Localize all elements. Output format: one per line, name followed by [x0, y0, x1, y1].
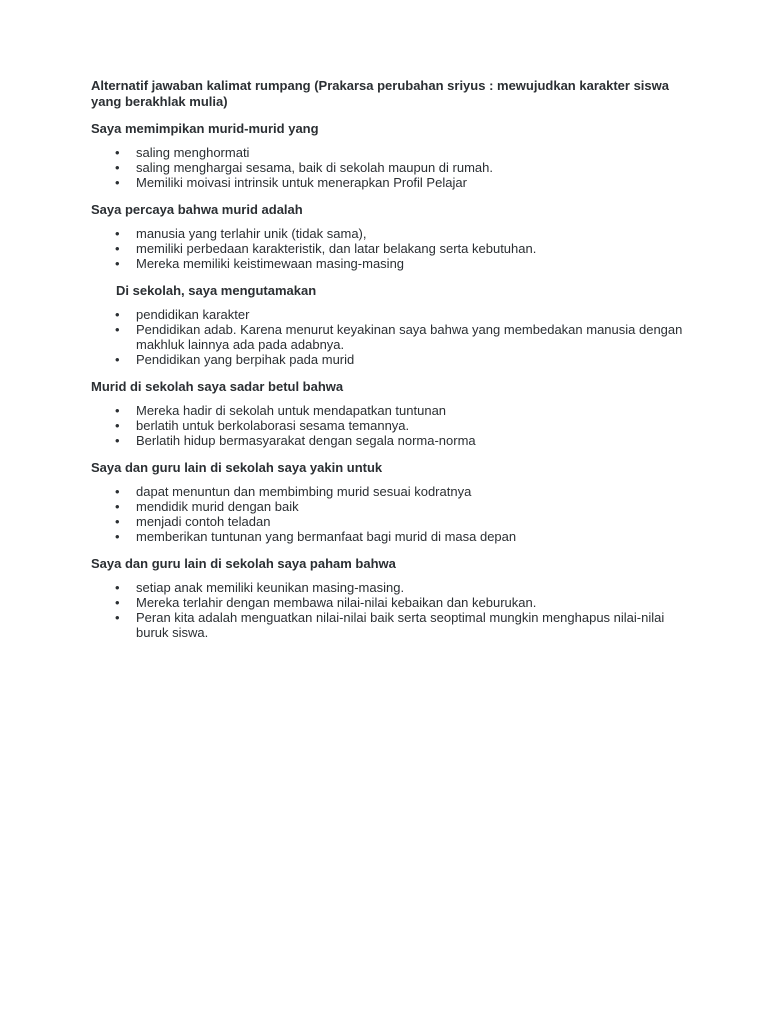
list-item: • menjadi contoh teladan — [115, 514, 271, 529]
list-item: • Berlatih hidup bermasyarakat dengan segala norma-norma — [115, 433, 476, 448]
document-title: Alternatif jawaban kalimat rumpang (Prakarsa perubahan sriyus : mewujudkan karakter siswa yang berakhlak mulia) — [91, 78, 669, 109]
bullet-icon: • — [115, 145, 120, 160]
list-item: • Pendidikan yang berpihak pada murid — [115, 352, 355, 367]
list-item: • manusia yang terlahir unik (tidak sama), — [115, 226, 367, 241]
list-item: • memiliki perbedaan karakteristik, dan latar belakang serta kebutuhan. — [115, 241, 537, 256]
bullet-icon: • — [115, 241, 120, 256]
list-item: • saling menghargai sesama, baik di sekolah maupun di rumah. — [115, 160, 493, 175]
section-heading: Saya percaya bahwa murid adalah — [91, 202, 303, 217]
list-item: • Mereka terlahir dengan membawa nilai-nilai kebaikan dan keburukan. — [115, 595, 537, 610]
section-heading: Saya dan guru lain di sekolah saya yakin untuk — [91, 460, 383, 475]
section-heading: Saya dan guru lain di sekolah saya paham bahwa — [91, 556, 396, 571]
list-item: • Mereka memiliki keistimewaan masing-masing — [115, 256, 405, 271]
bullet-icon: • — [115, 226, 120, 241]
section-heading: Di sekolah, saya mengutamakan — [116, 283, 317, 298]
bullet-icon: • — [115, 610, 120, 625]
list-item: • dapat menuntun dan membimbing murid sesuai kodratnya — [115, 484, 472, 499]
bullet-list — [91, 307, 691, 367]
bullet-list — [91, 226, 691, 271]
bullet-icon: • — [115, 160, 120, 175]
list-item: • Peran kita adalah menguatkan nilai-nilai baik serta seoptimal mungkin menghapus nilai-nilai buruk siswa. — [115, 610, 665, 640]
bullet-list — [91, 484, 691, 544]
bullet-icon: • — [115, 499, 120, 514]
section-heading: Saya memimpikan murid-murid yang — [91, 121, 319, 136]
bullet-icon: • — [115, 403, 120, 418]
bullet-list — [91, 403, 691, 448]
list-item: • Mereka hadir di sekolah untuk mendapatkan tuntunan — [115, 403, 447, 418]
list-item: • saling menghormati — [115, 145, 250, 160]
list-item: • setiap anak memiliki keunikan masing-masing. — [115, 580, 405, 595]
bullet-icon: • — [115, 307, 120, 322]
list-item: • berlatih untuk berkolaborasi sesama temannya. — [115, 418, 410, 433]
bullet-icon: • — [115, 514, 120, 529]
bullet-icon: • — [115, 322, 120, 337]
section-priorities — [91, 283, 691, 367]
bullet-icon: • — [115, 175, 120, 190]
list-item: • Pendidikan adab. Karena menurut keyakinan saya bahwa yang membedakan manusia dengan makhluk lainnya ada pada adabnya. — [115, 322, 683, 352]
list-item: • Memiliki moivasi intrinsik untuk menerapkan Profil Pelajar — [115, 175, 467, 190]
bullet-icon: • — [115, 580, 120, 595]
bullet-icon: • — [115, 433, 120, 448]
section-teacher-commitment — [91, 460, 691, 544]
bullet-icon: • — [115, 595, 120, 610]
bullet-icon: • — [115, 418, 120, 433]
section-dreams — [91, 121, 691, 190]
section-student-awareness — [91, 379, 691, 448]
bullet-icon: • — [115, 256, 120, 271]
section-teacher-understanding — [91, 556, 691, 640]
bullet-icon: • — [115, 484, 120, 499]
bullet-list — [91, 580, 691, 640]
list-item: • mendidik murid dengan baik — [115, 499, 299, 514]
document-page — [91, 78, 691, 652]
bullet-icon: • — [115, 529, 120, 544]
list-item: • pendidikan karakter — [115, 307, 250, 322]
section-beliefs — [91, 202, 691, 271]
list-item: • memberikan tuntunan yang bermanfaat bagi murid di masa depan — [115, 529, 517, 544]
bullet-icon: • — [115, 352, 120, 367]
bullet-list — [91, 145, 691, 190]
section-heading: Murid di sekolah saya sadar betul bahwa — [91, 379, 344, 394]
